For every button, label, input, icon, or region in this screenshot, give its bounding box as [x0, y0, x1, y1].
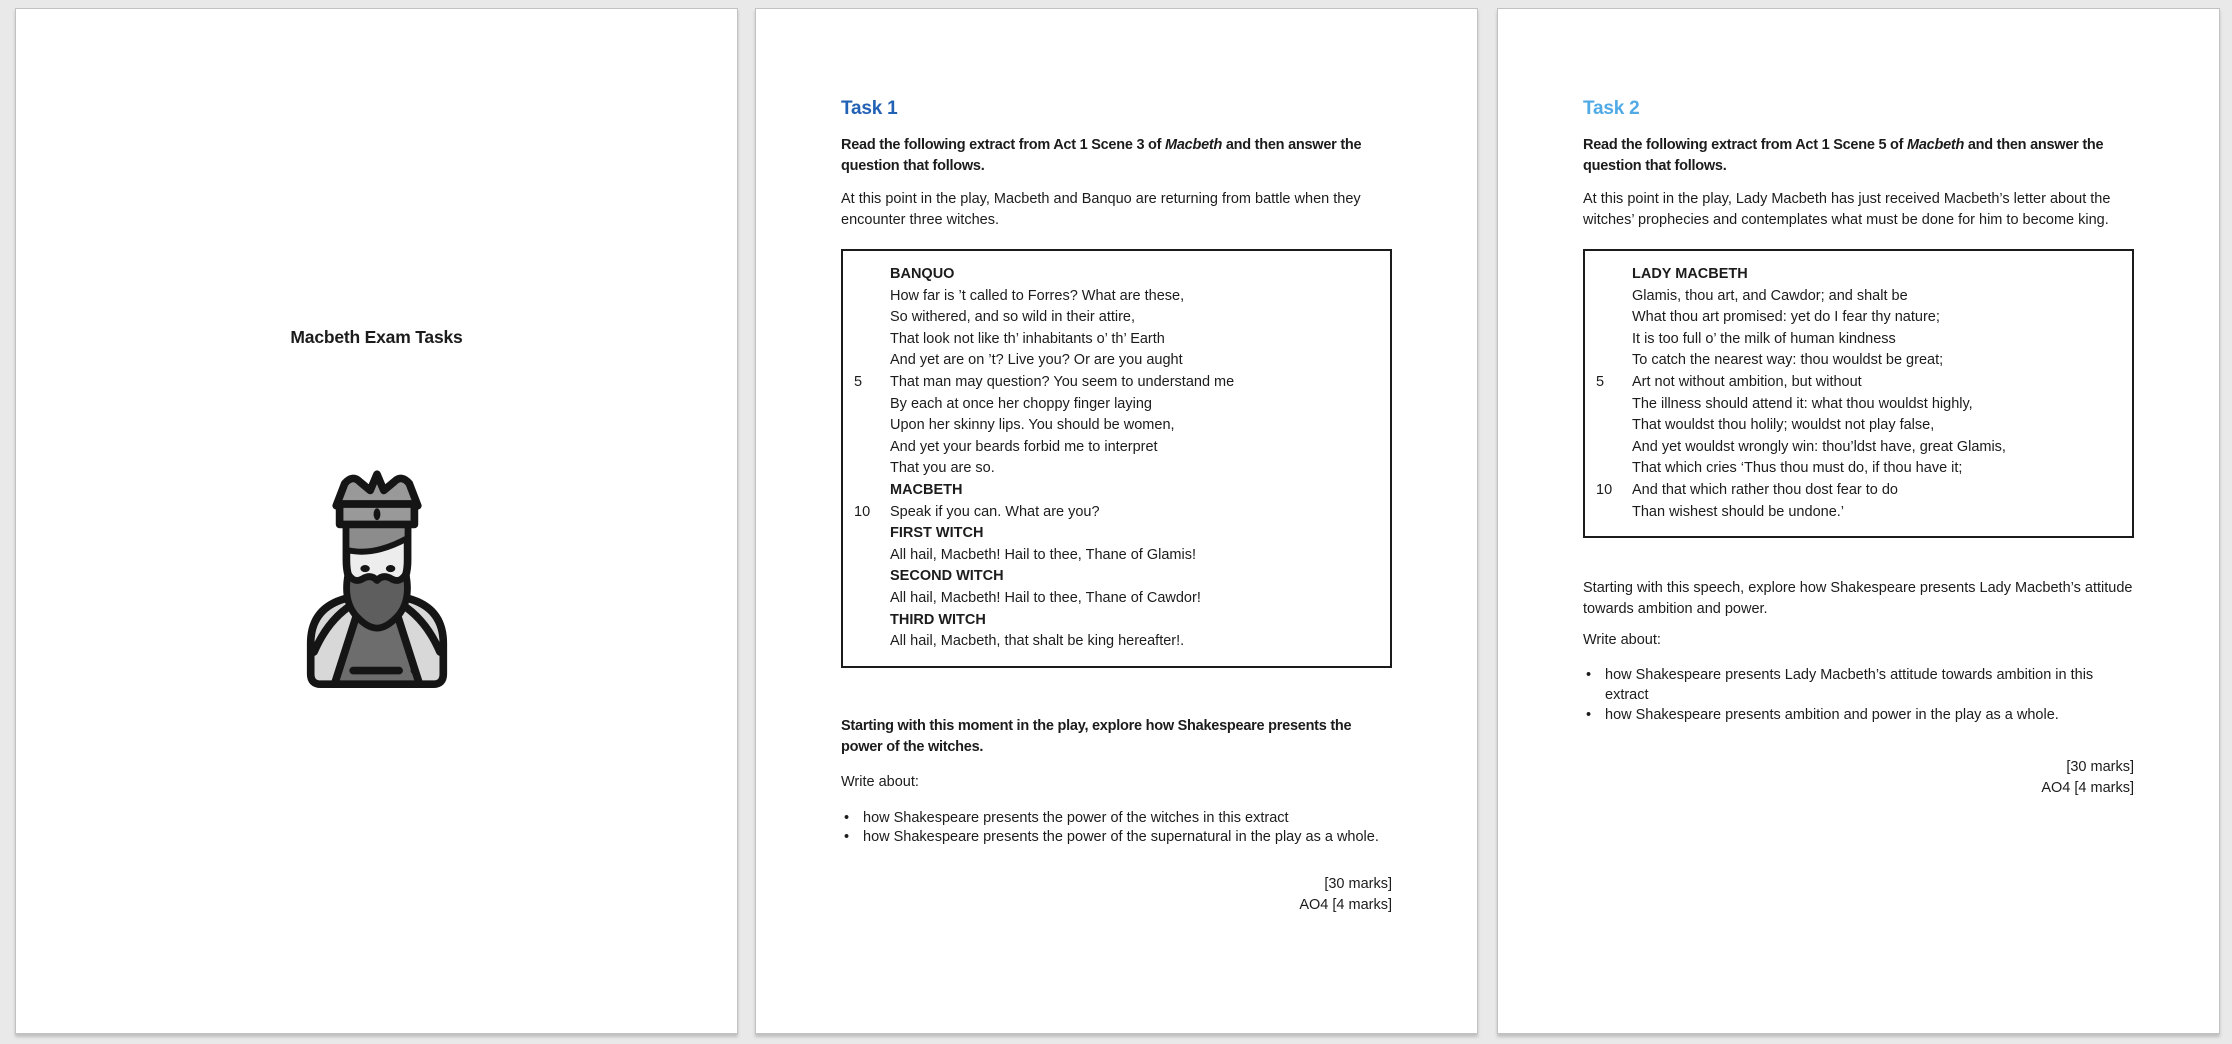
page-3[interactable]	[1497, 8, 2220, 1034]
extract-line-text: That which cries ‘Thus thou must do, if thou have it;	[1632, 460, 1963, 477]
cover-illustration	[16, 470, 737, 691]
extract-line-text: THIRD WITCH	[890, 611, 986, 628]
instruction-post: and then answer the question that follows.	[1583, 137, 2104, 174]
task-2-heading: Task 2	[1583, 98, 1640, 119]
extract-line-text: All hail, Macbeth! Hail to thee, Thane of Cawdor!	[890, 589, 1201, 606]
extract-line-text: FIRST WITCH	[890, 525, 984, 542]
king-icon	[292, 470, 462, 691]
extract-line-text: The illness should attend it: what thou wouldst highly,	[1632, 395, 1973, 412]
extract-line	[1585, 394, 2124, 416]
line-number	[1585, 286, 1632, 308]
extract-line	[843, 329, 1382, 351]
extract-line	[1585, 264, 2124, 286]
task-1-bullet-list	[841, 809, 1392, 848]
bullet-text: • how Shakespeare presents the power of the supernatural in the play as a whole.	[863, 829, 1379, 846]
extract-line-text: And that which rather thou dost fear to do	[1632, 481, 1898, 498]
marks-ao4: AO4 [4 marks]	[2041, 780, 2134, 797]
task-1-context: At this point in the play, Macbeth and Banquo are returning from battle when they encounter three witches.	[841, 191, 1361, 228]
task-1-instruction	[841, 135, 1392, 177]
document-title: Macbeth Exam Tasks	[290, 327, 463, 347]
task-1-marks	[841, 874, 1392, 916]
extract-line-text: To catch the nearest way: thou wouldst be great;	[1632, 352, 1944, 369]
line-number	[1585, 264, 1632, 286]
extract-line	[843, 631, 1382, 653]
extract-line-text: All hail, Macbeth, that shalt be king hereafter!.	[890, 633, 1185, 650]
line-number	[1585, 329, 1632, 351]
task-2-instruction	[1583, 135, 2134, 177]
task-2-write-about-label: Write about:	[1583, 632, 1661, 649]
bullet-text: • how Shakespeare presents Lady Macbeth’s attitude towards ambition in this extract	[1605, 667, 2094, 704]
marks-ao4: AO4 [4 marks]	[1299, 896, 1392, 913]
task-2-bullet-list	[1583, 665, 2134, 725]
line-number: 10	[1596, 481, 1613, 498]
extract-line-text: That look not like th’ inhabitants o’ th’ Earth	[890, 330, 1165, 347]
line-number	[843, 394, 890, 416]
extract-line	[843, 502, 1382, 524]
line-number	[1585, 437, 1632, 459]
extract-line-text: That man may question? You seem to understand me	[890, 373, 1235, 390]
line-number	[1585, 307, 1632, 329]
extract-line-text: That wouldst thou holily; wouldst not play false,	[1632, 417, 1935, 434]
extract-line-text: SECOND WITCH	[890, 568, 1004, 585]
extract-line	[843, 545, 1382, 567]
extract-line	[843, 372, 1382, 394]
extract-line	[843, 566, 1382, 588]
extract-line	[1585, 502, 2124, 524]
extract-line	[1585, 286, 2124, 308]
line-number	[843, 437, 890, 459]
line-number	[1585, 502, 1632, 524]
instruction-pre: Read the following extract from Act 1 Scene 3 of	[841, 137, 1166, 153]
extract-line	[843, 610, 1382, 632]
line-number: 5	[1596, 373, 1605, 390]
extract-line	[843, 350, 1382, 372]
task-1-write-about-label: Write about:	[841, 773, 919, 790]
extract-line-text: LADY MACBETH	[1632, 266, 1748, 282]
line-number	[843, 566, 890, 588]
instruction-pre: Read the following extract from Act 1 Scene 5 of	[1583, 137, 1908, 153]
bullet-text: • how Shakespeare presents the power of the witches in this extract	[863, 809, 1289, 826]
extract-line	[1585, 329, 2124, 351]
line-number	[1585, 350, 1632, 372]
task-2-extract-box	[1583, 249, 2134, 538]
line-number	[843, 350, 890, 372]
bullet-item	[841, 828, 1392, 848]
bullet-item	[1583, 705, 2134, 725]
line-number	[843, 264, 890, 286]
extract-line	[1585, 458, 2124, 480]
page-1[interactable]	[15, 8, 738, 1034]
line-number	[843, 523, 890, 545]
extract-line	[1585, 480, 2124, 502]
extract-line-text: What thou art promised: yet do I fear thy nature;	[1632, 309, 1940, 326]
extract-line	[843, 437, 1382, 459]
marks-total: [30 marks]	[2066, 759, 2134, 776]
extract-line-text: So withered, and so wild in their attire,	[890, 309, 1136, 326]
extract-line	[843, 264, 1382, 286]
line-number	[1585, 458, 1632, 480]
extract-line	[843, 307, 1382, 329]
line-number	[843, 545, 890, 567]
extract-line-text: Than wishest should be undone.’	[1632, 503, 1845, 520]
extract-line-text: And yet your beards forbid me to interpret	[890, 438, 1158, 455]
line-number	[843, 480, 890, 502]
instruction-post: and then answer the question that follows.	[841, 137, 1362, 174]
extract-line	[843, 588, 1382, 610]
extract-line-text: And yet wouldst wrongly win: thou’ldst have, great Glamis,	[1632, 438, 2006, 455]
task-2-context: At this point in the play, Lady Macbeth has just received Macbeth’s letter about the witches’ prophecies and contemplates what must be done for him to become king.	[1583, 191, 2111, 228]
extract-line-text: BANQUO	[890, 266, 955, 282]
extract-line-text: MACBETH	[890, 481, 963, 498]
line-number: 5	[854, 373, 863, 390]
play-title-italic: Macbeth	[1165, 137, 1223, 153]
extract-line	[1585, 350, 2124, 372]
extract-line	[843, 394, 1382, 416]
extract-line-text: How far is ’t called to Forres? What are these,	[890, 287, 1185, 304]
extract-line	[1585, 437, 2124, 459]
bullet-item	[841, 809, 1392, 829]
extract-line	[843, 458, 1382, 480]
line-number	[1585, 394, 1632, 416]
extract-line	[1585, 307, 2124, 329]
extract-line-text: Speak if you can. What are you?	[890, 503, 1100, 520]
extract-line-text: And yet are on ’t? Live you? Or are you aught	[890, 352, 1183, 369]
extract-line	[843, 523, 1382, 545]
marks-total: [30 marks]	[1324, 875, 1392, 892]
task-1-heading: Task 1	[841, 98, 898, 119]
line-number	[843, 631, 890, 653]
extract-line-text: All hail, Macbeth! Hail to thee, Thane of Glamis!	[890, 546, 1196, 563]
task-1-question: Starting with this moment in the play, explore how Shakespeare presents the power of the witches.	[841, 717, 1352, 755]
play-title-italic: Macbeth	[1907, 137, 1965, 153]
extract-line	[1585, 415, 2124, 437]
bullet-item	[1583, 665, 2134, 705]
extract-line	[843, 286, 1382, 308]
line-number	[843, 307, 890, 329]
extract-line-text: Upon her skinny lips. You should be women,	[890, 417, 1175, 434]
task-1-extract-box	[841, 249, 1392, 668]
extract-line	[843, 415, 1382, 437]
extract-line-text: Art not without ambition, but without	[1632, 373, 1862, 390]
extract-line	[1585, 372, 2124, 394]
bullet-text: • how Shakespeare presents ambition and power in the play as a whole.	[1605, 707, 2059, 724]
page-2[interactable]	[755, 8, 1478, 1034]
line-number	[843, 588, 890, 610]
extract-line-text: By each at once her choppy finger laying	[890, 395, 1152, 412]
extract-line	[843, 480, 1382, 502]
line-number	[843, 458, 890, 480]
line-number	[843, 415, 890, 437]
line-number	[1585, 415, 1632, 437]
line-number	[843, 286, 890, 308]
task-2-question: Starting with this speech, explore how Shakespeare presents Lady Macbeth’s attitude towards ambition and power.	[1583, 580, 2133, 618]
task-2-marks	[1583, 757, 2134, 799]
extract-line-text: Glamis, thou art, and Cawdor; and shalt be	[1632, 287, 1908, 304]
extract-line-text: It is too full o’ the milk of human kindness	[1632, 330, 1896, 347]
extract-line-text: That you are so.	[890, 460, 995, 477]
line-number	[843, 329, 890, 351]
line-number	[843, 610, 890, 632]
line-number: 10	[854, 503, 871, 520]
